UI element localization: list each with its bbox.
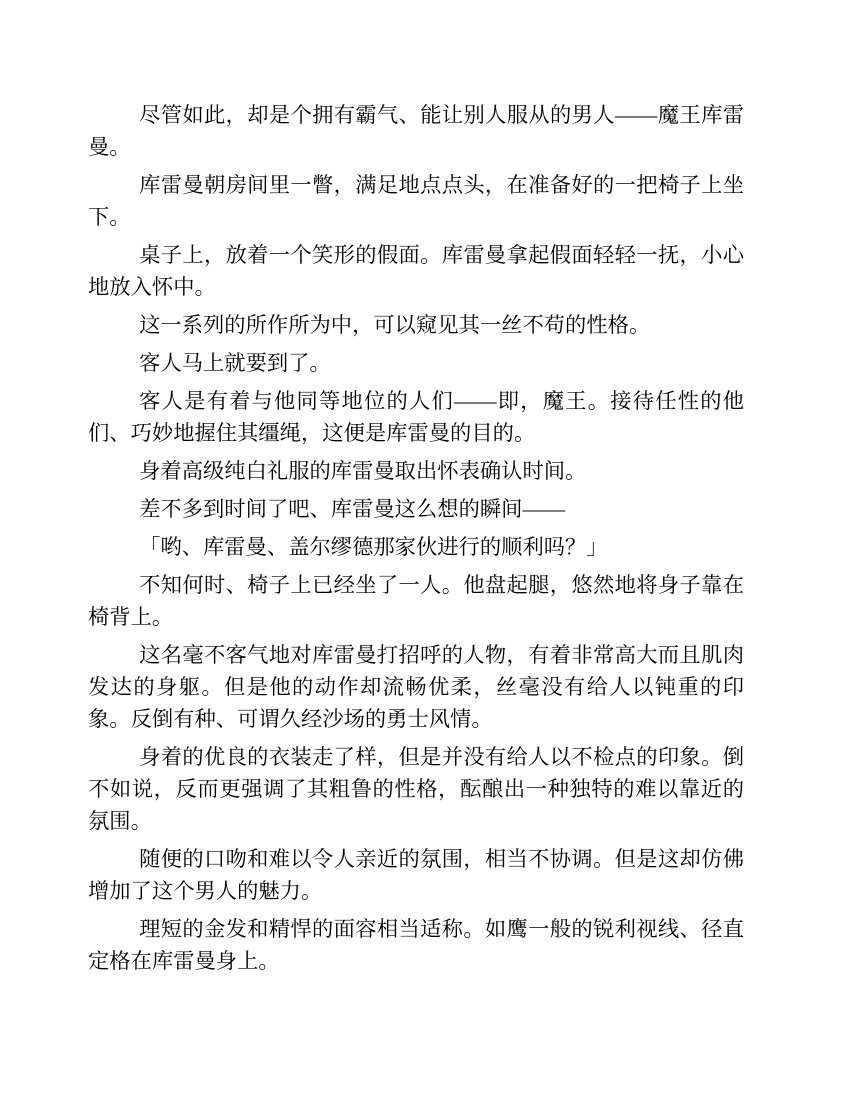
paragraph: 随便的口吻和难以令人亲近的氛围，相当不协调。但是这却仿佛增加了这个男人的魅力。	[88, 847, 744, 903]
paragraph: 库雷曼朝房间里一瞥，满足地点点头，在准备好的一把椅子上坐下。	[88, 173, 744, 229]
paragraph: 差不多到时间了吧、库雷曼这么想的瞬间——	[139, 497, 566, 521]
paragraph: 尽管如此，却是个拥有霸气、能让别人服从的男人——魔王库雷曼。	[88, 103, 744, 159]
novel-text-block	[88, 99, 744, 983]
paragraph: 客人是有着与他同等地位的人们——即，魔王。接待任性的他们、巧妙地握住其缰绳，这便是库雷曼的目的。	[88, 389, 744, 445]
paragraph: 这一系列的所作所为中，可以窥见其一丝不苟的性格。	[139, 313, 651, 337]
paragraph: 身着的优良的衣装走了样，但是并没有给人以不检点的印象。倒不如说，反而更强调了其粗鲁的性格，酝酿出一种独特的难以靠近的氛围。	[88, 745, 744, 833]
paragraph: 桌子上，放着一个笑形的假面。库雷曼拿起假面轻轻一抚，小心地放入怀中。	[88, 243, 744, 299]
paragraph: 这名毫不客气地对库雷曼打招呼的人物，有着非常高大而且肌肉发达的身躯。但是他的动作却流畅优柔，丝毫没有给人以钝重的印象。反倒有种、可谓久经沙场的勇士风情。	[88, 643, 744, 731]
paragraph: 客人马上就要到了。	[139, 351, 331, 375]
paragraph-dialogue: 「哟、库雷曼、盖尔缪德那家伙进行的顺利吗？」	[139, 535, 608, 559]
paragraph: 不知何时、椅子上已经坐了一人。他盘起腿，悠然地将身子靠在椅背上。	[88, 573, 744, 629]
paragraph: 身着高级纯白礼服的库雷曼取出怀表确认时间。	[139, 459, 587, 483]
paragraph: 理短的金发和精悍的面容相当适称。如鹰一般的锐利视线、径直定格在库雷曼身上。	[88, 917, 744, 973]
